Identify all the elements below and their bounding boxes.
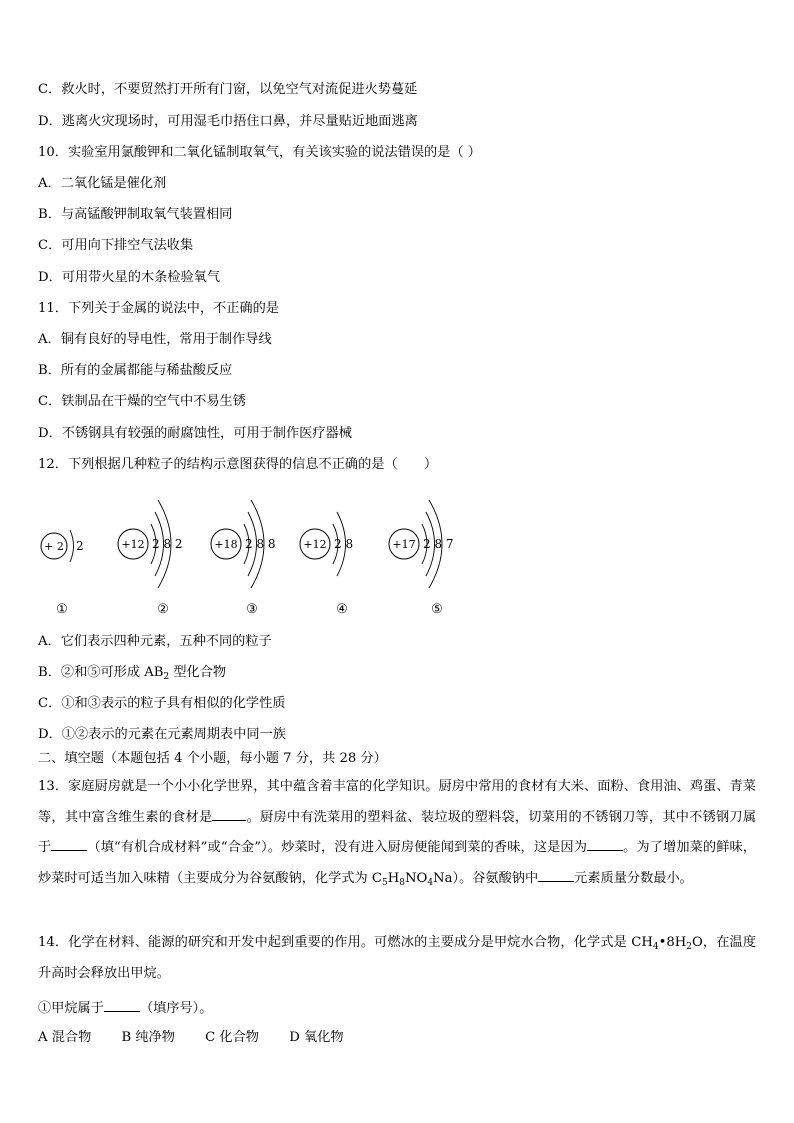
q12-option-b [38, 663, 758, 683]
q11-option-b: B．所有的金属都能与稀盐酸反应 [38, 363, 233, 378]
q13-text-2: 。厨房中有洗菜用的塑料盆、装垃圾的塑料袋，切菜用的不锈钢刀等，其中不锈钢刀属于 [38, 809, 757, 855]
atom-3-electrons: 2 8 8 [245, 537, 276, 551]
q13-formula-h: H [387, 870, 400, 886]
q14-blank-1[interactable] [104, 997, 140, 1012]
q10-option-b: B．与高锰酸钾制取氧气装置相同 [38, 207, 233, 222]
atom-1-electrons: 2 [76, 539, 84, 553]
q13-blank-3[interactable] [587, 836, 623, 851]
q12-option-d: D．①②表示的元素在元素周期表中同一族 [38, 727, 286, 742]
section-heading-fill-in: 二、填空题（本题包括 4 个小题，每小题 7 分，共 28 分） [38, 751, 387, 766]
atom-5-electrons: 2 8 7 [423, 537, 454, 551]
atom-3-nucleus: +18 [214, 538, 238, 551]
atom-2 [118, 500, 183, 617]
q10-option-a: A．二氧化锰是催化剂 [38, 176, 167, 191]
q14-subquestion-end: （填序号）。 [139, 1001, 213, 1016]
q12-option-a: A．它们表示四种元素，五种不同的粒子 [38, 634, 272, 649]
atom-3 [211, 500, 276, 617]
q14-text-2: •8H [658, 935, 687, 950]
atom-2-electrons: 2 8 2 [152, 537, 183, 551]
q13-paragraph [38, 772, 756, 894]
q13-formula-no: NO [404, 870, 428, 886]
q14-subquestion-1 [38, 997, 758, 1019]
atom-1-nucleus: + 2 [44, 540, 64, 553]
atom-4-label: ④ [336, 602, 348, 617]
q14-sub-1: 4 [652, 942, 659, 952]
atom-2-label: ② [157, 602, 169, 617]
q9-option-c: C．救火时，不要贸然打开所有门窗，以免空气对流促进火势蔓延 [38, 82, 418, 97]
q12-option-c: C．①和③表示的粒子具有相似的化学性质 [38, 696, 286, 711]
q11-option-c: C．铁制品在干燥的空气中不易生锈 [38, 394, 246, 409]
q14-text-3: O，在温度升高时会释放出甲烷。 [38, 935, 757, 981]
q13-blank-4[interactable] [538, 867, 574, 882]
q10-option-d: D．可用带火星的木条检验氧气 [38, 270, 221, 285]
q14-option-b[interactable]: B 纯净物 [121, 1030, 175, 1045]
q14-options [38, 1028, 758, 1048]
atom-4-electrons: 2 8 [334, 537, 354, 551]
q14-option-c[interactable]: C 化合物 [205, 1030, 259, 1045]
q9-option-d: D．逃离火灾现场时，可用湿毛巾捂住口鼻，并尽量贴近地面逃离 [38, 114, 418, 129]
q12-option-b-suffix: 型化合物 [169, 665, 227, 680]
q14-subquestion-text: ①甲烷属于 [38, 1001, 104, 1016]
atomic-structure-diagrams [30, 490, 470, 620]
q14-option-a[interactable]: A 混合物 [38, 1030, 92, 1045]
atom-5-nucleus: +17 [392, 538, 416, 551]
atom-5 [389, 500, 454, 617]
atom-5-label: ⑤ [431, 602, 443, 617]
atom-1-label: ① [56, 602, 68, 617]
q14-option-d[interactable]: D 氧化物 [289, 1030, 344, 1045]
q13-text-4: 。为了增加菜的鲜味，炒菜时可适当加入味精（主要成分为谷氨酸钠，化学式为 C [38, 840, 757, 886]
q11-option-a: A．铜有良好的导电性，常用于制作导线 [38, 332, 272, 347]
q13-text-5: Na）。谷氨酸钠中 [433, 870, 539, 886]
q12-option-b-subscript: 2 [163, 672, 170, 682]
q11-option-d: D．不锈钢具有较强的耐腐蚀性，可用于制作医疗器械 [38, 426, 352, 441]
atom-4-nucleus: +12 [303, 538, 327, 551]
q12-option-b-text: B．②和⑤可形成 AB [38, 665, 164, 680]
q11-stem: 11．下列关于金属的说法中，不正确的是 [38, 301, 279, 316]
q12-stem: 12．下列根据几种粒子的结构示意图获得的信息不正确的是（ ） [38, 457, 438, 472]
atom-1 [41, 530, 84, 617]
q10-stem: 10．实验室用氯酸钾和二氧化锰制取氧气，有关该实验的说法错误的是（ ） [38, 145, 481, 160]
q14-paragraph [38, 928, 756, 989]
atom-2-nucleus: +12 [121, 538, 145, 551]
q13-blank-2[interactable] [51, 836, 87, 851]
atom-3-label: ③ [246, 602, 258, 617]
q13-formula-sub-1: 5 [381, 877, 388, 888]
atom-4 [300, 512, 353, 617]
q14-sub-2: 2 [686, 942, 692, 952]
q13-formula-sub-2: 8 [399, 877, 405, 888]
q14-text-1: 14．化学在材料、能源的研究和开发中起到重要的作用。可燃冰的主要成分是甲烷水合物，化学式是 CH [38, 935, 653, 950]
q13-text-3: （填“有机合成材料”或“合金”）。炒菜时，没有进入厨房便能闻到菜的香味，这是因为 [87, 840, 588, 855]
q13-formula-sub-3: 4 [427, 877, 434, 888]
q10-option-c: C．可用向下排空气法收集 [38, 238, 194, 253]
q13-blank-1[interactable] [212, 806, 246, 821]
q13-text-6: 元素质量分数最小。 [574, 870, 693, 886]
q13-text-1: 13．家庭厨房就是一个小小化学世界，其中蕴含着丰富的化学知识。厨房中常用的食材有大米、面粉、食用油、鸡蛋、青菜等，其中富含维生素的食材是 [38, 779, 756, 825]
